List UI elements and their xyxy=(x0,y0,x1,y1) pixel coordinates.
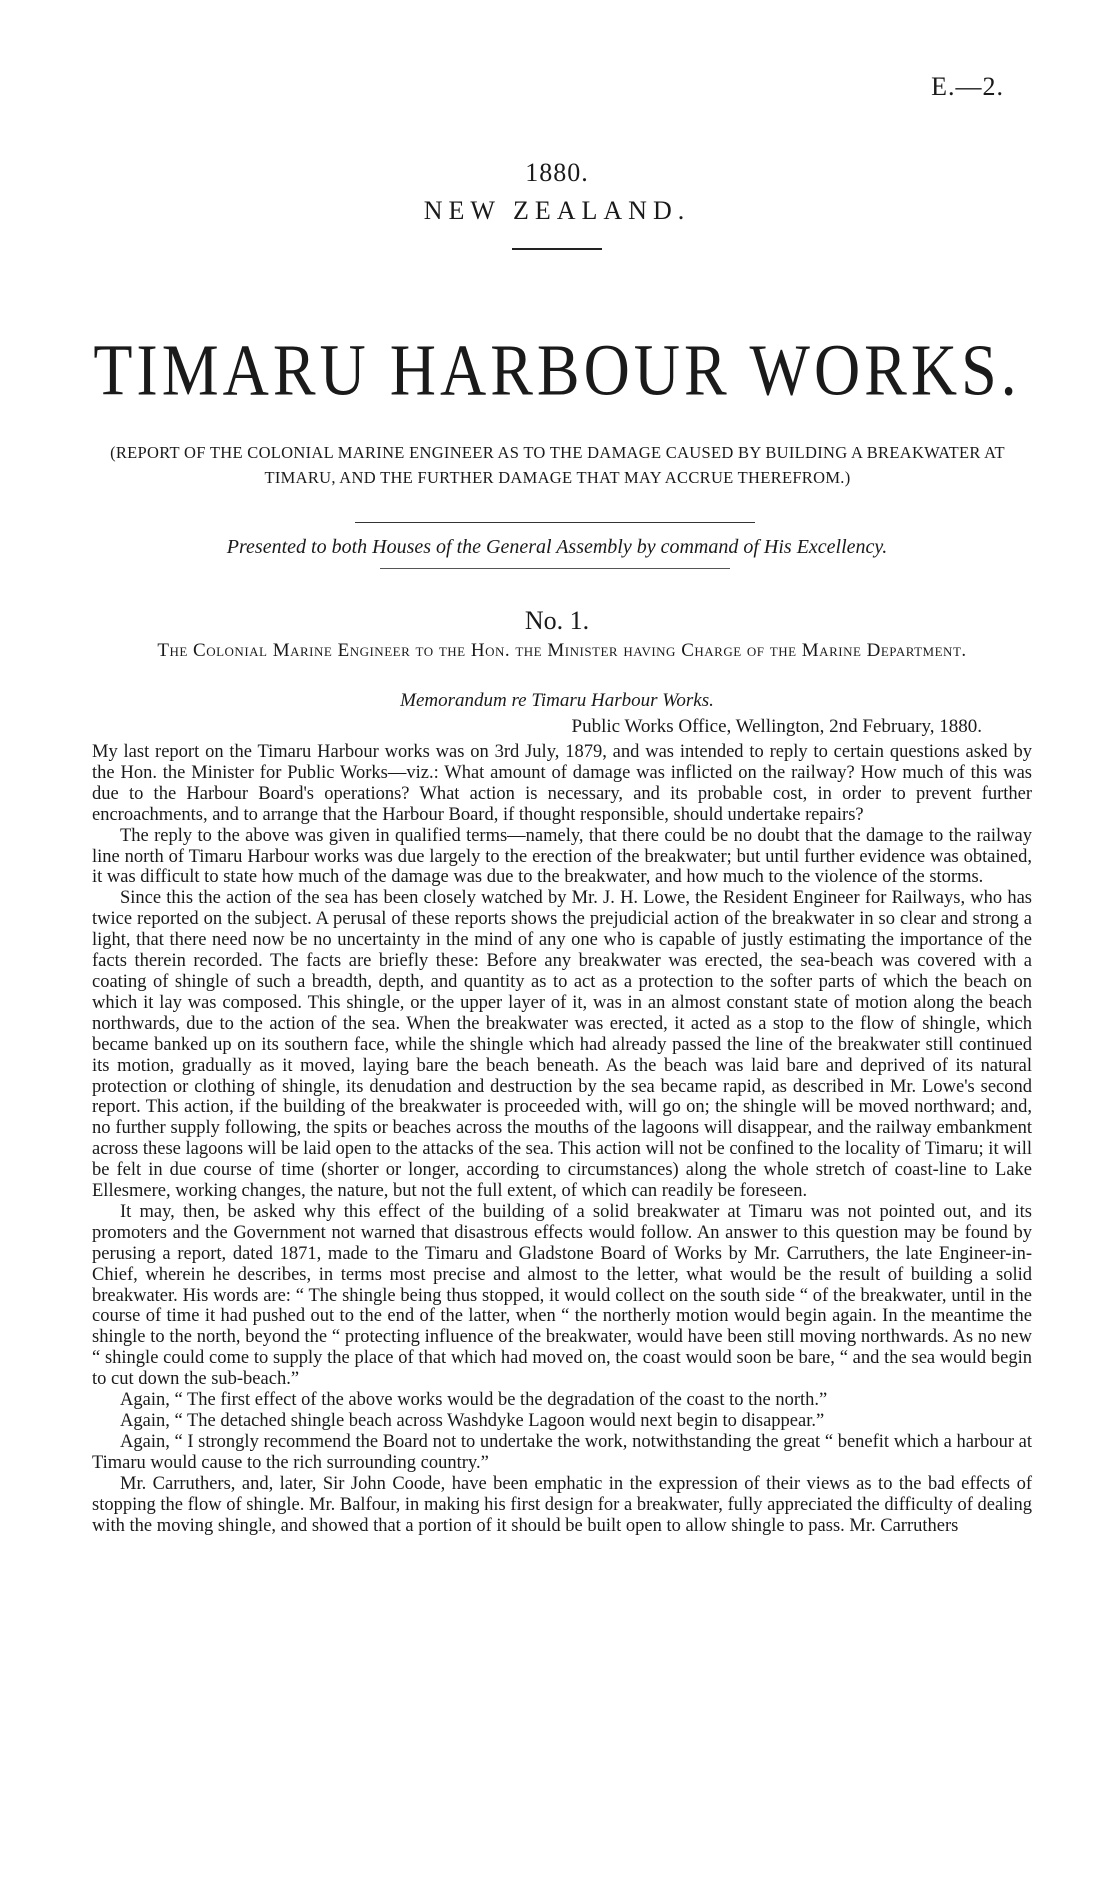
paragraph: It may, then, be asked why this effect of the building of a solid breakwater at Timaru was not pointed out, and its promoters and the Government not warned that disastrous effects would follow. An answer to this question may be found by perusing a report, dated 1871, made to the Timaru and Gladstone Board of Works by Mr. Carruthers, the late Engineer-in-Chief, wherein he describes, in terms most precise and almost to the letter, what would be the result of building a solid breakwater. His words are: “ The shingle being thus stopped, it would collect on the south side “ of the breakwater, until in the course of time it had pushed out to the end of the latter, when “ the northerly motion would begin again. In the meantime the shingle to the north, beyond the “ protecting influence of the breakwater, would have been still moving northwards. As no new “ shingle could come to supply the place of that which had moved on, the coast would soon be bare, “ and the sea would begin to cut down the sub-beach.” xyxy=(92,1201,1032,1390)
divider-bottom xyxy=(380,568,730,569)
paragraph: The reply to the above was given in qualified terms—namely, that there could be no doubt that the damage to the railway line north of Timaru Harbour works was due largely to the erection of the breakwater; but until further evidence was obtained, it was difficult to state how much of the damage was due to the breakwater, and how much to the violence of the storms. xyxy=(92,825,1032,888)
dateline: Public Works Office, Wellington, 2nd February, 1880. xyxy=(571,716,982,737)
document-heading xyxy=(92,640,1032,662)
report-body xyxy=(92,742,1032,1536)
country: NEW ZEALAND. xyxy=(423,196,691,225)
paragraph: Mr. Carruthers, and, later, Sir John Coode, have been emphatic in the expression of their views as to the bad effects of stopping the flow of shingle. Mr. Balfour, in making his first design for a breakwater, fully appreciated the difficulty of dealing with the moving shingle, and showed that a portion of it should be built open to allow shingle to pass. Mr. Carruthers xyxy=(92,1473,1032,1536)
paragraph: Again, “ The first effect of the above works would be the degradation of the coast to the north.” xyxy=(120,1390,828,1411)
paragraph: My last report on the Timaru Harbour works was on 3rd July, 1879, and was intended to reply to certain questions asked by the Hon. the Minister for Public Works—viz.: What amount of damage was inflicted on the railway? How much of this was due to the Harbour Board's operations? What action is necessary, and its probable cost, in order to prevent further encroachments, and to arrange that the Harbour Board, if thought responsible, should undertake repairs? xyxy=(92,742,1032,825)
heading-text: The Colonial Marine Engineer to the Hon. the Minister having Charge of the Marine Department. xyxy=(157,640,967,661)
divider-top xyxy=(355,522,755,523)
presented-line: Presented to both Houses of the General Assembly by command of His Excellency. xyxy=(226,536,888,558)
paragraph: Again, “ The detached shingle beach across Washdyke Lagoon would next begin to disappear.” xyxy=(120,1411,825,1431)
memorandum-title: Memorandum re Timaru Harbour Works. xyxy=(400,690,714,711)
year: 1880. xyxy=(525,158,589,187)
paragraph: Again, “ I strongly recommend the Board not to undertake the work, notwithstanding the great “ benefit which a harbour at Timaru would cause to the rich surrounding country.” xyxy=(92,1431,1032,1473)
document-title: TIMARU HARBOUR WORKS. xyxy=(93,329,1021,411)
paragraph: Since this the action of the sea has been closely watched by Mr. J. H. Lowe, the Resident Engineer for Railways, who has twice reported on the subject. A perusal of these reports shows the prejudicial action of the breakwater in so clear and strong a light, that there need now be no uncertainty in the mind of any one who is capable of justly estimating the importance of the facts therein recorded. The facts are briefly these: Before any breakwater was erected, the sea-beach was covered with a coating of shingle of such a breadth, depth, and quantity as to act as a protection to the softer parts of which the beach on which it lay was composed. This shingle, or the upper layer of it, was in an almost constant state of motion along the beach northwards, due to the action of the sea. When the breakwater was erected, it acted as a stop to the flow of shingle, which became banked up on its southern face, while the shingle which had already passed the line of the breakwater still continued its motion, gradually as it moved, laying bare the beach beneath. As the beach was laid bare and deprived of its natural protection or clothing of shingle, its denudation and destruction by the sea became rapid, as described in Mr. Lowe's second report. This action, if the building of the breakwater is proceeded with, will go on; the shingle will be moved northward; and, no further supply following, the spits or beaches across the mouths of the lagoons will disappear, and the railway embankment across these lagoons will be laid open to the attacks of the sea. This action will not be confined to the locality of Timaru; it will be felt in due course of time (shorter or longer, according to circumstances) along the whole stretch of coast-line to Lake Ellesmere, working changes, the nature, but not the full extent, of which can readily be foreseen. xyxy=(92,888,1032,1202)
parliamentary-reference: E.—2. xyxy=(931,72,1004,101)
document-subtitle: (REPORT OF THE COLONIAL MARINE ENGINEER AS TO THE DAMAGE CAUSED BY BUILDING A BREAKWATER AT TIMARU, AND THE FURTHER DAMAGE THAT MAY ACCRUE THEREFROM.) xyxy=(110,443,1005,487)
divider-short xyxy=(512,248,602,250)
document-number: No. 1. xyxy=(524,606,590,635)
